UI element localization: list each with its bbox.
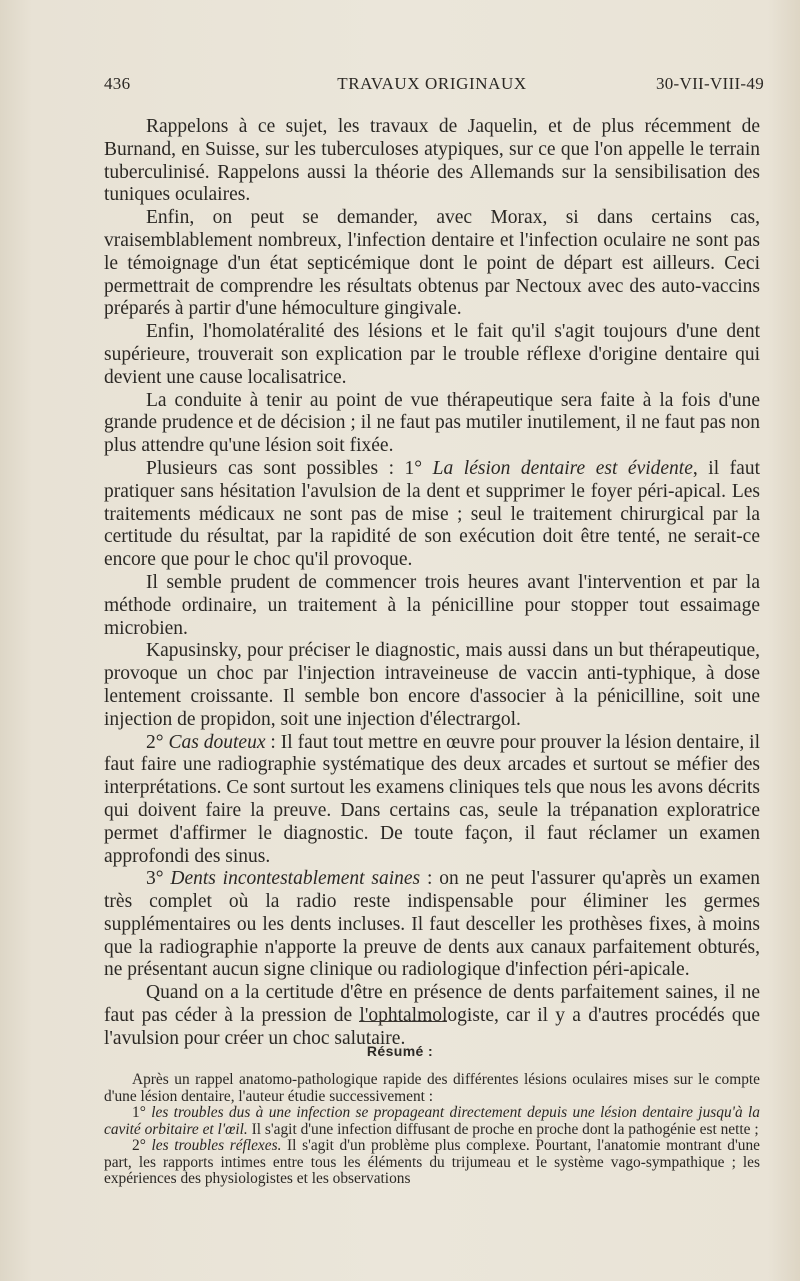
- paragraph-1: [104, 116, 760, 207]
- paragraph-4-text: La conduite à tenir au point de vue thérapeutique sera faite à la fois d'une grande prudence et de décision ; il ne faut pas mutiler inutilement, il ne faut pas non plus attendre qu'une lésion soit fixée.: [104, 389, 760, 457]
- section-divider: [359, 1021, 447, 1022]
- paragraph-3: [104, 321, 760, 389]
- paragraph-3-text: Enfin, l'homolatéralité des lésions et le fait qu'il s'agit toujours d'une dent supérieure, trouverait son explication par le trouble réflexe d'origine dentaire qui devient une cause localisatrice.: [104, 321, 760, 388]
- paragraph-1-text: Rappelons à ce sujet, les travaux de Jaquelin, et de plus récemment de Burnand, en Suisse, sur les tuberculoses atypiques, sur ce que l'on appelle le terrain tuberculinisé. Rappelons aussi la théorie des Allemands sur la sensibilisation des tuniques oculaires.: [104, 116, 760, 206]
- summary-paragraph-2: [104, 1105, 760, 1138]
- case-3-lead: 3°: [146, 868, 171, 890]
- case-3-heading: Dents incontestablement saines: [170, 868, 421, 890]
- summary-title: Résumé :: [366, 1043, 434, 1059]
- paragraph-case-3: [104, 868, 760, 982]
- case-2-heading: Cas douteux: [168, 731, 266, 753]
- paragraph-6: [104, 572, 760, 640]
- summary-point-2-lead: 2°: [132, 1137, 152, 1154]
- paragraph-10: [104, 982, 760, 1050]
- summary-intro-text: Après un rappel anatomo-pathologique rapide des différentes lésions oculaires mises sur le compte d'une lésion dentaire, l'auteur étudie successivement :: [104, 1071, 760, 1105]
- paragraph-7-text: Kapusinsky, pour préciser le diagnostic, mais aussi dans un but thérapeutique, provoque un choc par l'injection intraveineuse de vaccin anti-typhique, à dose lentement croissante. Il semble bon encore d'associer à la pénicilline, soit une injection de propidon, soit une injection d'électrargol.: [104, 640, 760, 730]
- journal-section-title: TRAVAUX ORIGINAUX: [337, 74, 527, 93]
- running-header: [104, 74, 764, 96]
- summary-point-1-heading: les troubles dus à une infection se propageant directement depuis une lésion dentaire jusqu'à la cavité orbitaire et l'œil.: [104, 1104, 760, 1138]
- paragraph-7: [104, 640, 760, 731]
- summary-point-1-lead: 1°: [132, 1104, 152, 1121]
- case-1-text: , il faut pratiquer sans hésitation l'avulsion de la dent et supprimer le foyer péri-apical. Les traitements médicaux ne sont pas de mise ; seul le traitement chirurgical par la certitude du résultat, par la rapidité de son exécution doit être tenté, ne serait-ce encore que pour le choc qu'il provoque.: [104, 457, 761, 571]
- case-3-text: : on ne peut l'assurer qu'après un examen très complet où la radio reste indispensable pour éliminer les germes supplémentaires ou les dents incluses. Il faut desceller les prothèses fixes, à moins que la radiographie n'apporte la preuve de dents aux canaux parfaitement obturés, ne présentant aucun signe clinique ou radiologique d'infection péri-apicale.: [104, 868, 761, 981]
- paragraph-6-text: Il semble prudent de commencer trois heures avant l'intervention et par la méthode ordinaire, un traitement à la pénicilline pour stopper tout essaimage microbien.: [104, 571, 760, 639]
- summary-point-2-heading: les troubles réflexes.: [151, 1137, 282, 1154]
- paragraph-case-1: [104, 458, 760, 572]
- summary-paragraph-1: [104, 1072, 760, 1105]
- article-body: [104, 116, 760, 1051]
- summary-paragraph-3: [104, 1138, 760, 1188]
- paragraph-4: [104, 390, 760, 458]
- summary-point-2-text: Il s'agit d'un problème plus complexe. Pourtant, l'anatomie montrant d'une part, les rapports intimes entre tous les éléments du trijumeau et le système vago-sympathique ; les expériences des physiologistes et les observations: [104, 1137, 760, 1187]
- case-2-text: : Il faut tout mettre en œuvre pour prouver la lésion dentaire, il faut faire une radiographie systématique des deux arcades et surtout se méfier des interprétations. Ce sont surtout les examens cliniques tels que nous les avons décrits qui doivent faire la preuve. Dans certains cas, seule la trépanation exploratrice permet d'affirmer le diagnostic. De toute façon, il faut réclamer un examen approfondi des sinus.: [104, 731, 760, 867]
- case-1-lead: Plusieurs cas sont possibles : 1°: [146, 457, 433, 479]
- paragraph-2: [104, 207, 760, 321]
- page-number: 436: [104, 74, 131, 93]
- paragraph-10-text: Quand on a la certitude d'être en présence de dents parfaitement saines, il ne faut pas céder à la pression de l'ophtalmologiste, car il y a d'autres procédés que l'avulsion pour créer un choc salutaire.: [104, 982, 760, 1049]
- issue-date: 30-VII-VIII-49: [655, 74, 764, 93]
- summary-block: [104, 1072, 760, 1188]
- case-1-heading: La lésion dentaire est évidente: [432, 457, 693, 479]
- summary-point-1-text: Il s'agit d'une infection diffusant de proche en proche dont la pathogénie est nette ;: [247, 1120, 759, 1138]
- case-2-lead: 2°: [146, 731, 169, 753]
- paragraph-2-text: Enfin, on peut se demander, avec Morax, si dans certains cas, vraisemblablement nombreux, l'infection dentaire et l'infection oculaire ne sont pas le témoignage d'un état septicémique dont le point de départ est ailleurs. Ceci permettrait de comprendre les résultats obtenus par Nectoux avec des auto-vaccins préparés à partir d'une hémoculture gingivale.: [104, 207, 760, 320]
- paragraph-case-2: [104, 732, 760, 869]
